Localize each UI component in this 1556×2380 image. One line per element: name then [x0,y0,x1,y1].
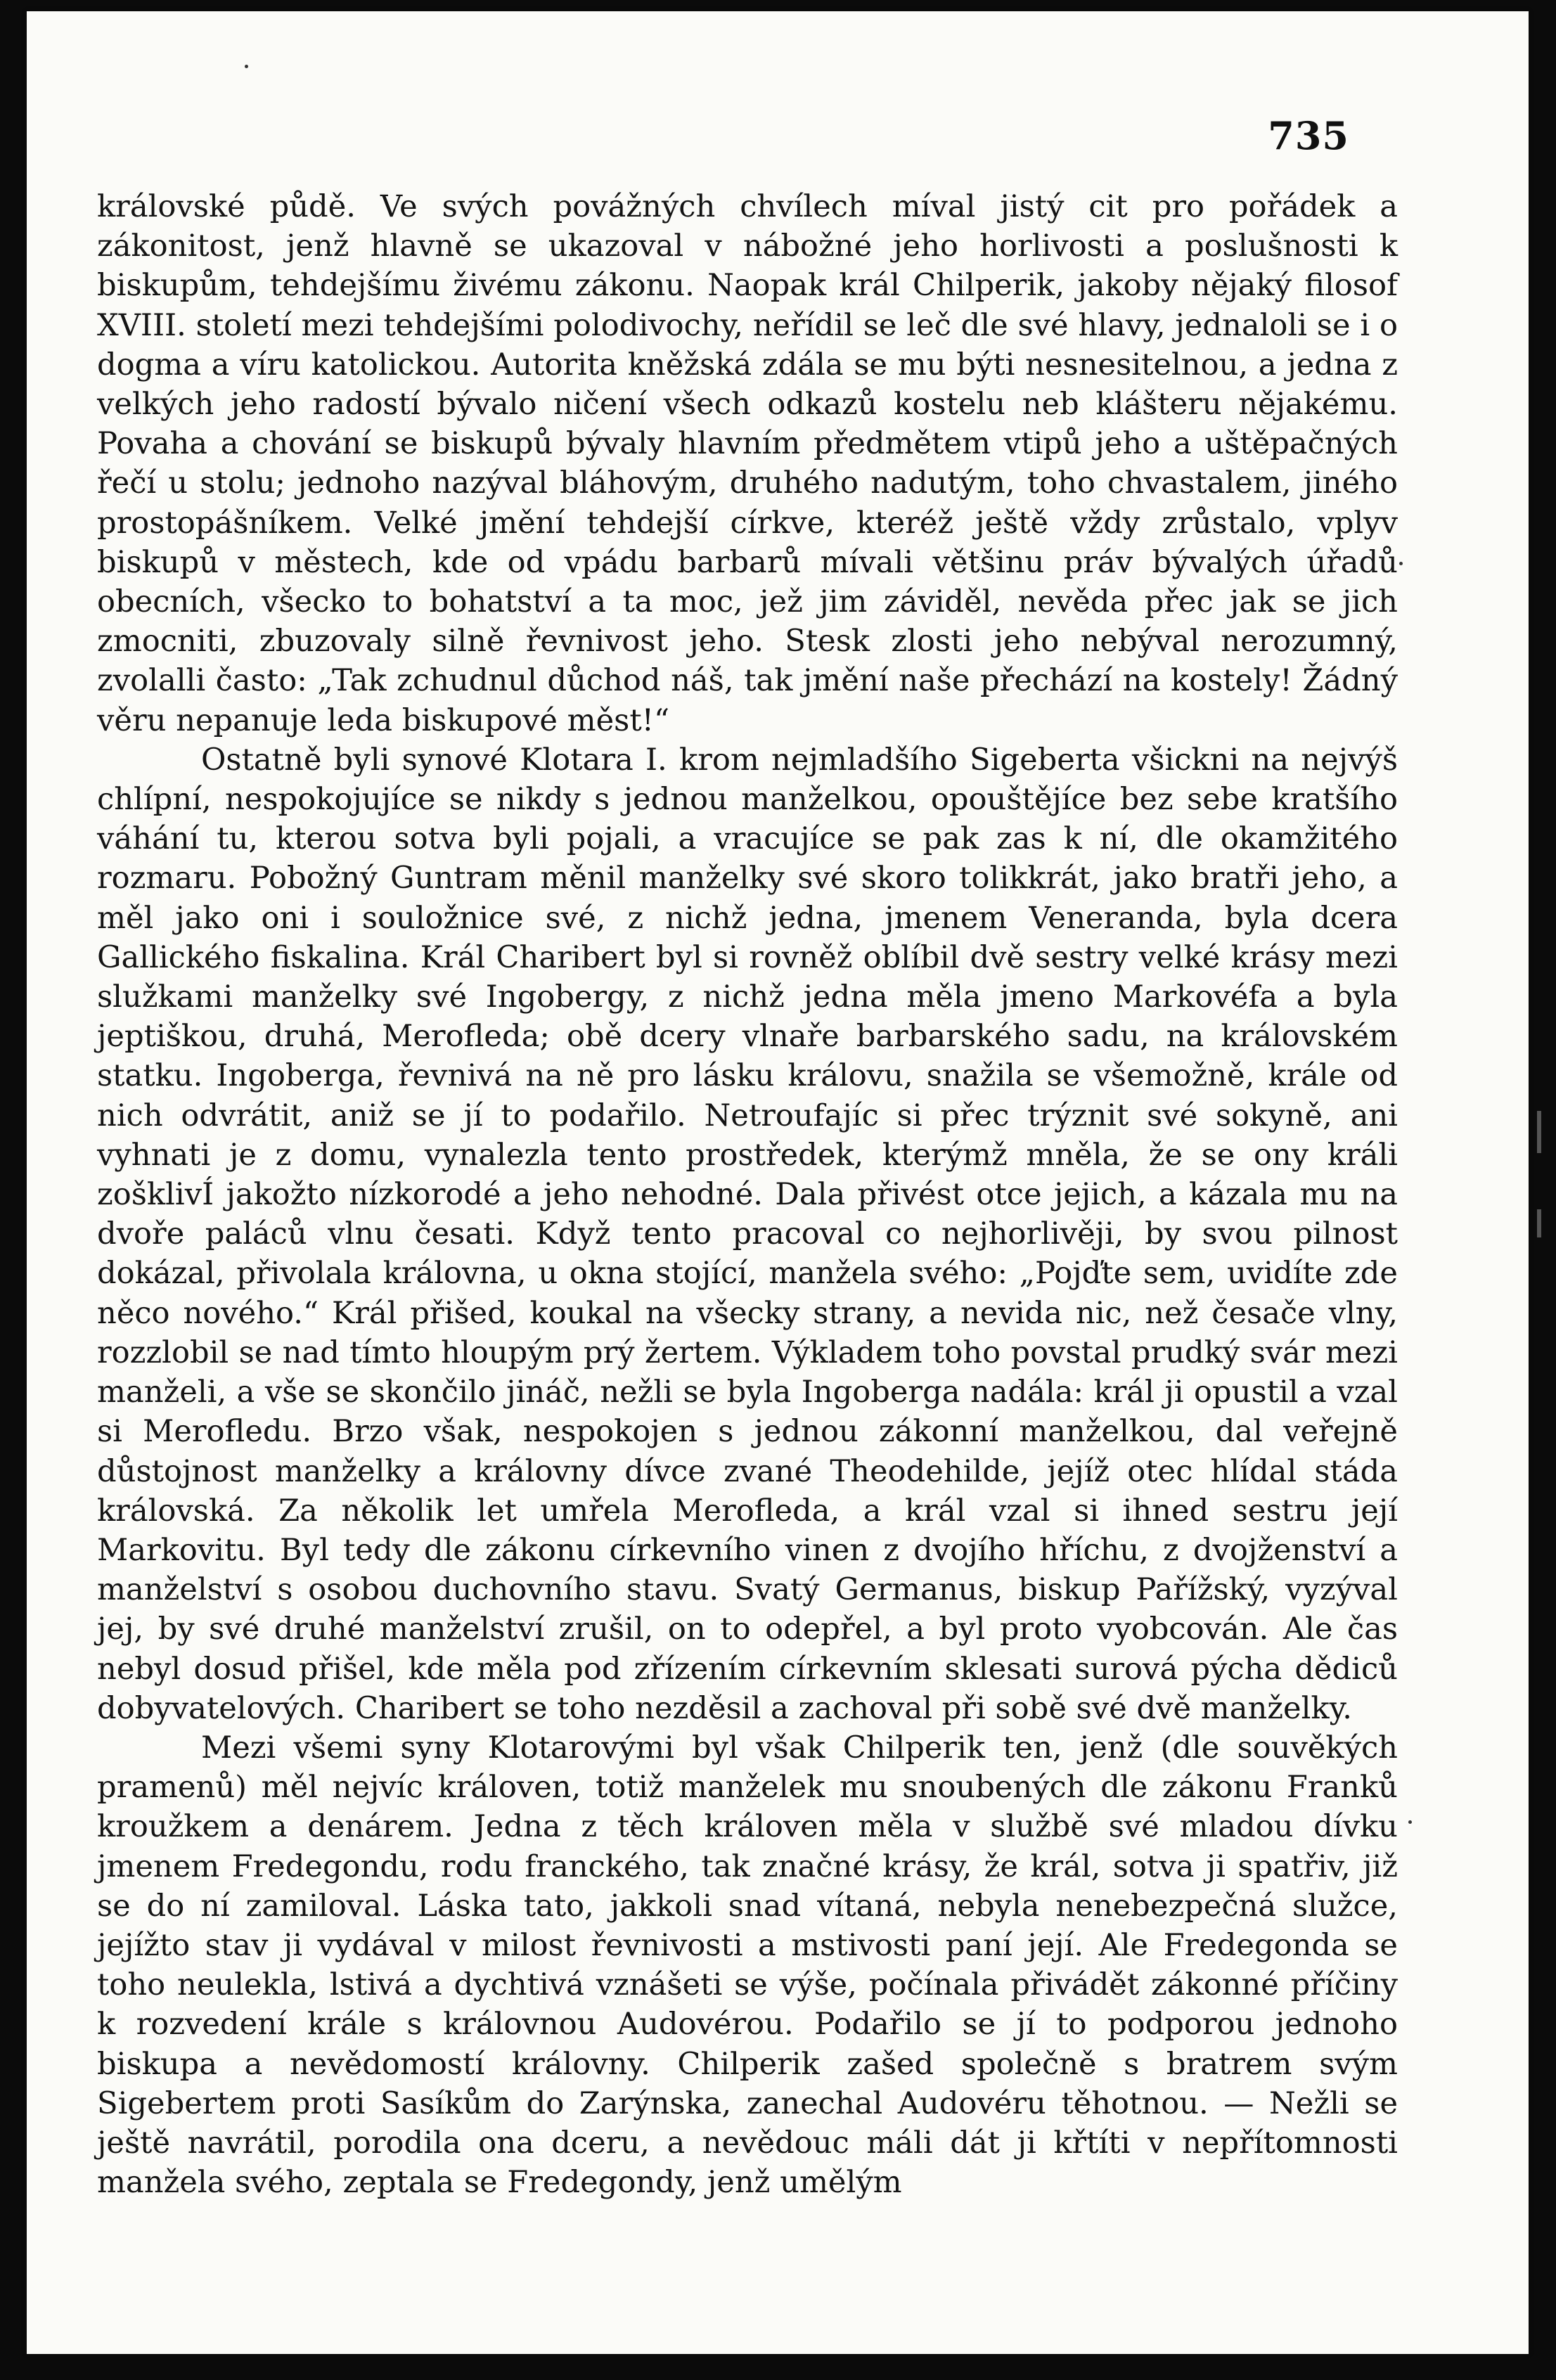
body-text [97,187,1398,2202]
scan-speck [1408,1820,1412,1824]
paragraph-3: Mezi všemi syny Klotarovými byl však Chilperik ten, jenž (dle souvěkých pramenů) měl nejvíc královen, totiž manželek mu snoubených dle zákonu Franků kroužkem a denárem. Jedna z těch královen měla v službě své mladou dívku jmenem Fredegondu, rodu franckého, tak značné krásy, že král, sotva ji spatřiv, již se do ní zamiloval. Láska tato, jakkoli snad vítaná, nebyla nenebezpečná služce, jejížto stav ji vydával v milost řevnivosti a mstivosti paní její. Ale Fredegonda se toho neulekla, lstivá a dychtivá vznášeti se výše, počínala přivádět zákonné příčiny k rozvedení krále s královnou Audovérou. Podařilo se jí to podporou jednoho biskupa a nevědomostí královny. Chilperik zašed společně s bratrem svým Sigebertem proti Sasíkům do Zarýnska, zanechal Audovéru těhotnou. — Nežli se ještě navrátil, porodila ona dceru, a nevědouc máli dát ji křtíti v nepřítomnosti manžela svého, zeptala se Fredegondy, jenž umělým [97,1730,1398,2201]
scan-edge-mark [1537,1111,1541,1153]
scan-speck [245,65,248,68]
paragraph-2: Ostatně byli synové Klotara I. krom nejmladšího Sigeberta všickni na nejvýš chlípní, nespokojujíce se nikdy s jednou manželkou, opouštějíce bez sebe kratšího váhání tu, kterou sotva byli pojali, a vracujíce se pak zas k ní, dle okamžitého rozmaru. Pobožný Guntram měnil manželky své skoro tolikkrát, jako bratři jeho, a měl jako oni i souložnice své, z nichž jedna, jmenem Veneranda, byla dcera Gallického fiskalina. Král Charibert byl si rovněž oblíbil dvě sestry velké krásy mezi služkami manželky své Ingobergy, z nichž jedna měla jmeno Markovéfa a byla jeptiškou, druhá, Merofleda; obě dcery vlnaře barbarského sadu, na královském statku. Ingoberga, řevnivá na ně pro lásku královu, snažila se všemožně, krále od nich odvrátit, aniž se jí to podařilo. Netroufajíc si přec trýznit své sokyně, ani vyhnati je z domu, vynalezla tento prostředek, kterýmž mněla, že se ony králi zošklivÍ jakožto nízkorodé a jeho nehodné. Dala přivést otce jejich, a kázala mu na dvoře paláců vlnu česati. Když tento pracoval co nejhorlivěji, by svou pilnost dokázal, přivolala královna, u okna stojící, manžela svého: „Pojďte sem, uvidíte zde něco nového.“ Král přišed, koukal na všecky strany, a nevida nic, než česače vlny, rozzlobil se nad tímto hloupým prý žertem. Výkladem toho povstal prudký svár mezi manželi, a vše se skončilo jináč, nežli se byla Ingoberga nadála: král ji opustil a vzal si Merofledu. Brzo však, nespokojen s jednou zákonní manželkou, dal veřejně důstojnost manželky a královny dívce zvané Theodehilde, jejíž otec hlídal stáda královská. Za několik let umřela Merofleda, a král vzal si ihned sestru její Markovitu. Byl tedy dle zákonu církevního vinen z dvojího hříchu, z dvojženství a manželství s osobou duchovního stavu. Svatý Germanus, biskup Pařížský, vyzýval jej, by své druhé manželství zrušil, on to odepřel, a byl proto vyobcován. Ale čas nebyl dosud přišel, kde měla pod zřízením církevním sklesati surová pýcha dědiců dobyvatelových. Charibert se toho nezděsil a zachoval při sobě své dvě manželky. [97,742,1398,1726]
scan-speck [1399,562,1403,565]
paragraph-1: královské půdě. Ve svých povážných chvílech míval jistý cit pro pořádek a zákonitost, jenž hlavně se ukazoval v nábožné jeho horlivosti a poslušnosti k biskupům, tehdejšímu živému zákonu. Naopak král Chilperik, jakoby nějaký filosof XVIII. století mezi tehdejšími polodivochy, neřídil se leč dle své hlavy, jednaloli se i o dogma a víru katolickou. Autorita kněžská zdála se mu býti nesnesitelnou, a jedna z velkých jeho radostí bývalo ničení všech odkazů kostelu neb klášteru nějakému. Povaha a chování se biskupů bývaly hlavním předmětem vtipů jeho a uštěpačných řečí u stolu; jednoho nazýval bláhovým, druhého nadutým, toho chvastalem, jiného prostopášníkem. Velké jmění tehdejší církve, kteréž ještě vždy zrůstalo, vplyv biskupů v městech, kde od vpádu barbarů mívali většinu práv bývalých úřadů obecních, všecko to bohatství a ta moc, jež jim záviděl, nevěda přec jak se jich zmocniti, zbuzovaly silně řevnivost jeho. Stesk zlosti jeho nebýval nerozumný, zvolalli často: „Tak zchudnul důchod náš, tak jmění naše přechází na kostely! Žádný věru nepanuje leda biskupové měst!“ [97,189,1398,738]
scan-edge-mark [1537,1209,1541,1237]
book-page [27,11,1529,2354]
page-number: 735 [1268,113,1349,158]
